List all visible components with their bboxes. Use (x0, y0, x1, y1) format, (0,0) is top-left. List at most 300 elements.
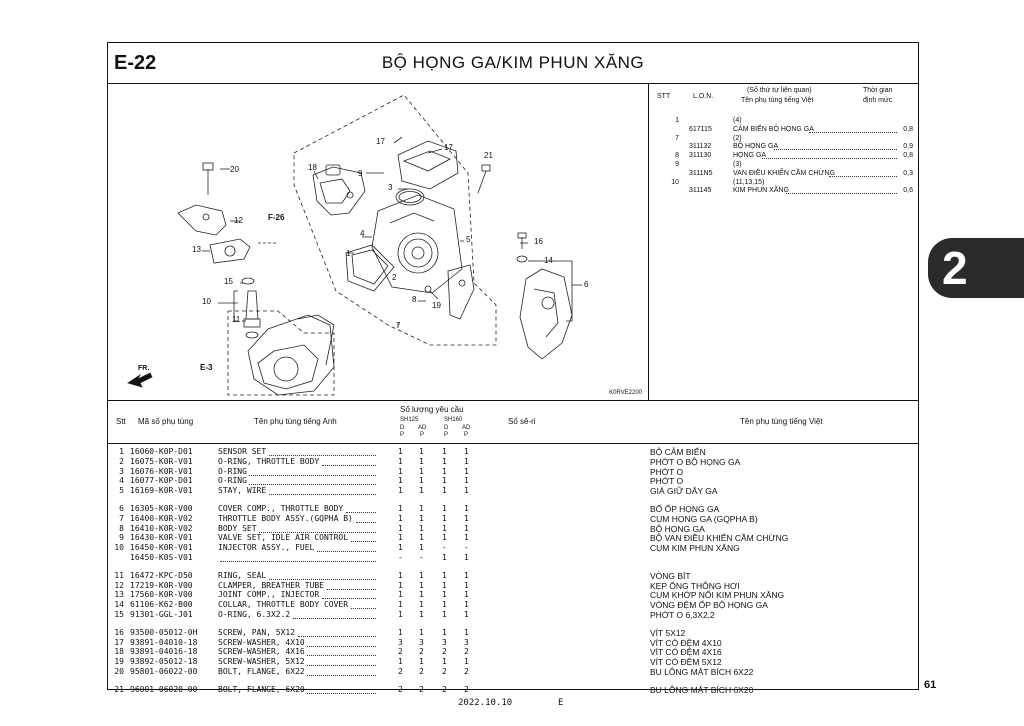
row-name-english: O-RING (218, 476, 247, 486)
row-number: 14 (114, 600, 124, 610)
service-row-time: 0,8 (903, 152, 913, 160)
row-part-number: 93891-04010-18 (130, 637, 198, 647)
leader-dots (307, 645, 376, 647)
leader-dots (809, 126, 897, 133)
row-quantity: 1 (398, 533, 403, 543)
row-quantity: 2 (464, 647, 469, 657)
section-code: E-22 (114, 52, 157, 74)
page-title: BỘ HỌNG GA/KIM PHUN XĂNG (381, 53, 645, 72)
callout-14: 14 (544, 256, 553, 265)
qty-d-1: D (400, 425, 405, 431)
service-row-name: HỌNG GA (733, 152, 767, 160)
service-row-name: BỘ HỌNG GA (733, 143, 779, 151)
leader-dots (249, 474, 376, 476)
leader-dots (269, 578, 377, 580)
leader-dots (322, 464, 376, 466)
page-header (108, 43, 918, 84)
callout-f26: F-26 (268, 213, 285, 222)
row-number: 16 (114, 627, 124, 637)
service-row-name: KIM PHUN XĂNG (733, 187, 790, 195)
row-name-english: SCREW-WASHER, 5X12 (218, 657, 305, 667)
row-name-vietnamese: BU LÔNG MẶT BÍCH 6X22 (650, 667, 754, 677)
row-quantity: 1 (419, 580, 424, 590)
callout-12: 12 (234, 216, 243, 225)
row-quantity: 2 (398, 684, 403, 694)
leader-dots (762, 152, 897, 159)
callout-21: 21 (484, 151, 493, 160)
row-name-english: STAY, WIRE (218, 486, 267, 496)
table-row (108, 667, 918, 677)
row-quantity: 1 (442, 610, 447, 619)
row-name-english: BODY SET (218, 523, 257, 533)
leader-dots (351, 540, 376, 542)
row-quantity: 1 (464, 504, 469, 513)
row-number: 10 (114, 543, 124, 553)
row-name-vietnamese: PHỚT O (650, 476, 684, 487)
leader-dots (317, 550, 376, 552)
col-name-vietnamese: Tên phụ tùng tiếng Việt (740, 417, 823, 426)
leader-dots (327, 588, 376, 590)
service-row (649, 170, 919, 178)
row-quantity: - (442, 543, 447, 553)
service-row-lon: 617115 (689, 125, 712, 133)
row-number: 15 (114, 610, 124, 619)
row-quantity: 1 (419, 627, 424, 637)
row-part-number: 93891-04016-18 (130, 647, 198, 657)
callout-19: 19 (432, 301, 441, 310)
row-quantity: 1 (464, 456, 469, 466)
row-quantity: 2 (464, 667, 469, 676)
col-name-english: Tên phụ tùng tiếng Anh (254, 417, 337, 426)
table-row (108, 457, 918, 467)
service-row-stt: 7 (675, 134, 679, 142)
row-name-english: BOLT, FLANGE, 6X20 (218, 684, 305, 694)
service-row-lon: 311132 (689, 143, 712, 151)
table-row (108, 553, 918, 563)
section-tab-number: 2 (942, 242, 968, 294)
row-name-vietnamese: VÍT CÓ ĐỆM 5X12 (650, 657, 722, 668)
service-row-stt: 8 (675, 152, 679, 160)
row-quantity: 1 (419, 590, 424, 600)
row-part-number: 16076-K0R-V01 (130, 466, 193, 476)
leader-dots (786, 187, 897, 194)
row-part-number: 16169-K0R-V01 (130, 486, 193, 496)
qty-p-1: P (400, 432, 405, 438)
leader-dots (298, 635, 376, 637)
row-quantity: 1 (464, 600, 469, 610)
row-quantity: 2 (419, 684, 424, 694)
row-name-vietnamese: GIÁ GIỮ DÂY GA (650, 486, 718, 497)
row-quantity: 1 (442, 580, 447, 590)
page-frame (107, 42, 919, 695)
row-quantity: 1 (442, 627, 447, 637)
service-row (649, 187, 919, 195)
table-row (108, 657, 918, 667)
row-name-english: COLLAR, THROTTLE BODY COVER (218, 600, 349, 610)
row-quantity: 2 (442, 684, 447, 694)
col-quantity: Số lượng yêu cầu (400, 405, 464, 414)
leader-dots (829, 170, 897, 177)
service-row-stt: 9 (675, 161, 679, 168)
service-row-lon: 311130 (689, 152, 712, 160)
col-serial: Số sê-ri (508, 417, 536, 426)
row-part-number: 16430-K0R-V01 (130, 533, 193, 543)
row-quantity: 1 (398, 456, 403, 466)
row-name-vietnamese: BỐ ỐP HỌNG GA (650, 504, 720, 514)
service-row-lon: 311145 (689, 187, 712, 195)
row-quantity: 1 (398, 570, 403, 580)
service-row (649, 143, 919, 151)
row-quantity: 2 (419, 647, 424, 657)
row-name-english: SCREW-WASHER, 4X10 (218, 637, 305, 647)
row-name-vietnamese: VÍT 5X12 (650, 627, 686, 638)
row-quantity: 1 (398, 523, 403, 533)
row-quantity: 1 (419, 466, 424, 476)
row-name-vietnamese: BU LÔNG MẶT BÍCH 6X20 (650, 684, 754, 695)
row-quantity: - (464, 543, 469, 553)
svc-col-time-1: Thời gian (863, 87, 893, 94)
callout-4: 4 (360, 229, 365, 238)
row-quantity: 1 (464, 466, 469, 476)
leader-dots (249, 483, 376, 485)
row-quantity: 1 (398, 657, 403, 667)
row-quantity: 1 (419, 570, 424, 580)
row-quantity: 3 (464, 637, 469, 647)
table-row (108, 486, 918, 496)
row-quantity: 1 (419, 523, 424, 533)
row-quantity: 1 (398, 600, 403, 610)
row-quantity: 1 (464, 610, 469, 619)
row-part-number: 16450-K0R-V01 (130, 543, 193, 553)
row-quantity: 1 (442, 657, 447, 667)
row-part-number: 16077-K0P-D01 (130, 476, 193, 486)
callout-9: 9 (358, 169, 363, 178)
row-part-number: 93892-05012-18 (130, 657, 198, 667)
service-row-name: (3) (733, 161, 742, 168)
callout-8: 8 (412, 295, 417, 304)
row-quantity: 1 (398, 476, 403, 486)
service-row-stt: 10 (671, 178, 679, 186)
row-name-vietnamese: BỘ VAN ĐIỀU KHIỂN CẦM CHỪNG (650, 533, 789, 544)
leader-dots (356, 521, 376, 523)
row-number: 20 (114, 667, 124, 676)
row-name-english: RING, SEAL (218, 570, 267, 580)
callout-3: 3 (388, 183, 393, 192)
service-row (649, 135, 919, 143)
row-quantity: 1 (442, 447, 447, 456)
row-quantity: 1 (464, 580, 469, 590)
row-number: 8 (119, 523, 124, 533)
row-name-english: SCREW-WASHER, 4X16 (218, 647, 305, 657)
row-quantity: 1 (398, 486, 403, 496)
section-tab (928, 238, 1024, 298)
leader-dots (269, 493, 377, 495)
row-name-vietnamese: VÒNG ĐỆM ỐP BỘ HỌNG GA (650, 600, 768, 611)
row-number: 17 (114, 637, 124, 647)
row-quantity: 1 (398, 447, 403, 456)
model-sh160: SH160 (444, 417, 463, 423)
service-row (649, 152, 919, 160)
row-name-english: CLAMPER, BREATHER TUBE (218, 580, 324, 590)
service-row (649, 117, 919, 125)
leader-dots (346, 511, 376, 513)
row-number: 6 (119, 504, 124, 513)
leader-dots (307, 664, 376, 666)
row-name-vietnamese: PHỚT O (650, 466, 684, 477)
row-quantity: 1 (419, 447, 424, 456)
row-number: 19 (114, 657, 124, 667)
row-quantity: 1 (464, 523, 469, 533)
row-part-number: 93500-05012-0H (130, 627, 198, 637)
svc-col-lon: L.O.N. (693, 93, 714, 100)
row-quantity: 1 (442, 513, 447, 523)
row-name-english: BOLT, FLANGE, 6X22 (218, 667, 305, 676)
callout-e3: E-3 (200, 363, 213, 372)
svc-col-name-1: (Số thứ tự liên quan) (747, 87, 812, 94)
row-quantity: 1 (442, 553, 447, 562)
table-row (108, 600, 918, 610)
row-quantity: 1 (442, 476, 447, 486)
row-part-number: 16400-K0R-V02 (130, 513, 193, 523)
row-quantity: 1 (398, 543, 403, 553)
row-part-number: 91301-GGL-J01 (130, 610, 193, 619)
qty-p-2: P (420, 432, 425, 438)
row-quantity: 2 (442, 647, 447, 657)
service-row-name: VAN ĐIỀU KHIỂN CẦM CHỪNG (733, 169, 835, 177)
table-row (108, 647, 918, 657)
row-quantity: 1 (398, 610, 403, 619)
qty-p-3: P (444, 432, 449, 438)
callout-7: 7 (396, 321, 401, 330)
service-row-lon: 3111N5 (689, 169, 713, 177)
row-part-number: 16075-K0R-V01 (130, 456, 193, 466)
row-number: 3 (119, 466, 124, 476)
service-row-time: 0,9 (903, 143, 913, 151)
table-row (108, 543, 918, 553)
row-number: 21 (114, 684, 124, 694)
row-quantity: 2 (442, 667, 447, 676)
row-number: 5 (119, 486, 124, 496)
row-quantity: 1 (398, 590, 403, 600)
row-quantity: 1 (464, 570, 469, 580)
row-part-number: 16060-K0P-D01 (130, 447, 193, 456)
row-quantity: 1 (419, 456, 424, 466)
row-quantity: 1 (419, 543, 424, 553)
table-row (108, 514, 918, 524)
row-number: 11 (114, 570, 124, 580)
row-number: 2 (119, 456, 124, 466)
front-arrow-label: FR. (138, 365, 150, 372)
table-row (108, 685, 918, 695)
callout-20: 20 (230, 165, 239, 174)
row-name-english: SENSOR SET (218, 447, 267, 456)
table-row (108, 504, 918, 514)
service-row-name: (2) (733, 134, 742, 142)
service-row-name: (4) (733, 117, 742, 124)
row-quantity: 3 (442, 637, 447, 647)
row-quantity: 1 (419, 610, 424, 619)
row-quantity: 3 (398, 637, 403, 647)
row-name-english: COVER COMP., THROTTLE BODY (218, 504, 344, 513)
row-quantity: 1 (442, 456, 447, 466)
page-number: 61 (924, 679, 937, 691)
row-quantity: 1 (464, 486, 469, 496)
leader-dots (307, 692, 376, 694)
service-row-time: 0,6 (903, 187, 913, 195)
row-quantity: 1 (442, 533, 447, 543)
row-quantity: 1 (419, 513, 424, 523)
row-number: 18 (114, 647, 124, 657)
table-row (108, 610, 918, 620)
row-name-vietnamese: BỘ HỌNG GA (650, 523, 705, 534)
row-number: 7 (119, 513, 124, 523)
qty-ad-2: AD (462, 425, 471, 431)
row-quantity: 1 (442, 486, 447, 496)
row-quantity: - (419, 553, 424, 562)
row-quantity: 2 (398, 667, 403, 676)
row-quantity: 1 (442, 570, 447, 580)
parts-table-header (108, 401, 918, 444)
row-name-english: O-RING, 6.3X2.2 (218, 610, 291, 619)
service-row (649, 126, 919, 134)
leader-dots (269, 454, 377, 456)
callout-2: 2 (392, 273, 397, 282)
row-quantity: 1 (464, 553, 469, 562)
row-name-vietnamese: VÒNG BÍT (650, 570, 691, 581)
row-quantity: 1 (442, 466, 447, 476)
row-part-number: 95801-06022-00 (130, 667, 198, 676)
row-quantity: 1 (419, 486, 424, 496)
row-quantity: 1 (419, 504, 424, 513)
qty-p-4: P (464, 432, 469, 438)
row-quantity: 1 (464, 513, 469, 523)
row-part-number: 16410-K0R-V02 (130, 523, 193, 533)
leader-dots (259, 531, 376, 533)
row-name-english: VALVE SET, IDLE AIR CONTROL (218, 533, 349, 543)
callout-6: 6 (584, 280, 589, 289)
row-quantity: 1 (442, 600, 447, 610)
row-part-number: 17560-K0R-V00 (130, 590, 193, 600)
row-quantity: 2 (419, 667, 424, 676)
row-name-english: JOINT COMP., INJECTOR (218, 590, 320, 600)
callout-11: 11 (232, 315, 241, 324)
row-quantity: 1 (398, 580, 403, 590)
table-row (108, 590, 918, 600)
row-name-english: THROTTLE BODY ASSY.(GQPHA B) (218, 513, 353, 523)
callout-17b: 17 (444, 143, 453, 152)
row-quantity: 1 (442, 523, 447, 533)
row-number: 12 (114, 580, 124, 590)
leader-dots (774, 143, 897, 150)
table-row (108, 581, 918, 591)
table-row (108, 628, 918, 638)
row-number: 9 (119, 533, 124, 543)
row-part-number: 96001-06020-00 (130, 684, 198, 694)
row-name-vietnamese: CỤM KHỚP NỐI KIM PHUN XĂNG (650, 590, 785, 601)
row-name-vietnamese: CỤM KIM PHUN XĂNG (650, 543, 740, 554)
row-part-number: 16450-K0S-V01 (130, 553, 193, 562)
row-name-vietnamese: VÍT CÓ ĐỆM 4X16 (650, 647, 722, 658)
callout-17a: 17 (376, 137, 385, 146)
table-row (108, 467, 918, 477)
col-stt: Stt (116, 417, 126, 426)
leader-dots (293, 617, 376, 619)
qty-d-2: D (444, 425, 449, 431)
service-row-time: 0,8 (903, 125, 913, 133)
table-row (108, 447, 918, 457)
leader-dots (307, 654, 376, 656)
row-name-english: O-RING (218, 466, 247, 476)
table-row (108, 638, 918, 648)
row-quantity: 2 (464, 684, 469, 694)
leader-dots (220, 560, 376, 562)
row-quantity: 1 (419, 600, 424, 610)
row-quantity: 1 (442, 590, 447, 600)
service-row-name: (11,13,15) (733, 178, 765, 186)
callout-18: 18 (308, 163, 317, 172)
service-row-stt: 1 (675, 117, 679, 124)
row-part-number: 17219-K0R-V00 (130, 580, 193, 590)
row-name-vietnamese: PHỚT O 6,3X2,2 (650, 610, 715, 620)
row-quantity: - (398, 553, 403, 562)
leader-dots (351, 607, 376, 609)
row-part-number: 16305-K0R-V00 (130, 504, 193, 513)
row-number: 13 (114, 590, 124, 600)
model-sh125: SH125 (400, 417, 419, 423)
svc-col-name-2: Tên phụ tùng tiếng Việt (741, 97, 814, 104)
row-quantity: 3 (419, 637, 424, 647)
row-name-vietnamese: BỘ CẢM BIẾN (650, 447, 706, 457)
row-part-number: 16472-KPC-D50 (130, 570, 193, 580)
row-quantity: 2 (398, 647, 403, 657)
callout-5: 5 (466, 235, 471, 244)
row-name-vietnamese: CỤM HỌNG GA (GQPHA B) (650, 513, 758, 524)
exploded-view-drawing (108, 83, 649, 401)
parts-diagram (108, 83, 649, 401)
svc-col-time-2: định mức (863, 97, 893, 104)
row-quantity: 1 (464, 476, 469, 486)
row-quantity: 1 (464, 447, 469, 456)
service-row-time: 0,3 (903, 169, 913, 177)
table-row (108, 476, 918, 486)
service-row-name: CẢM BIẾN BỘ HỌNG GA (733, 125, 814, 133)
row-name-english: SCREW, PAN, 5X12 (218, 627, 296, 637)
callout-16: 16 (534, 237, 543, 246)
row-name-vietnamese: KẸP ỐNG THÔNG HƠI (650, 580, 740, 591)
service-row (649, 179, 919, 187)
row-name-english: O-RING, THROTTLE BODY (218, 456, 320, 466)
row-quantity: 1 (464, 533, 469, 543)
row-quantity: 1 (398, 504, 403, 513)
row-quantity: 1 (398, 627, 403, 637)
row-quantity: 1 (398, 513, 403, 523)
row-quantity: 1 (419, 657, 424, 667)
callout-10: 10 (202, 297, 211, 306)
diagram-ref-code: K0RVE2200 (609, 390, 642, 396)
callout-13: 13 (192, 245, 201, 254)
leader-dots (307, 674, 376, 676)
row-name-vietnamese: PHỚT O BỘ HỌNG GA (650, 456, 741, 467)
table-row (108, 533, 918, 543)
table-row (108, 524, 918, 534)
row-quantity: 1 (464, 627, 469, 637)
footer-code: E (558, 698, 564, 708)
table-row (108, 571, 918, 581)
col-part-number: Mã số phụ tùng (138, 417, 194, 426)
row-name-vietnamese: VÍT CÓ ĐỆM 4X10 (650, 637, 722, 648)
qty-ad-1: AD (418, 425, 427, 431)
callout-15: 15 (224, 277, 233, 286)
